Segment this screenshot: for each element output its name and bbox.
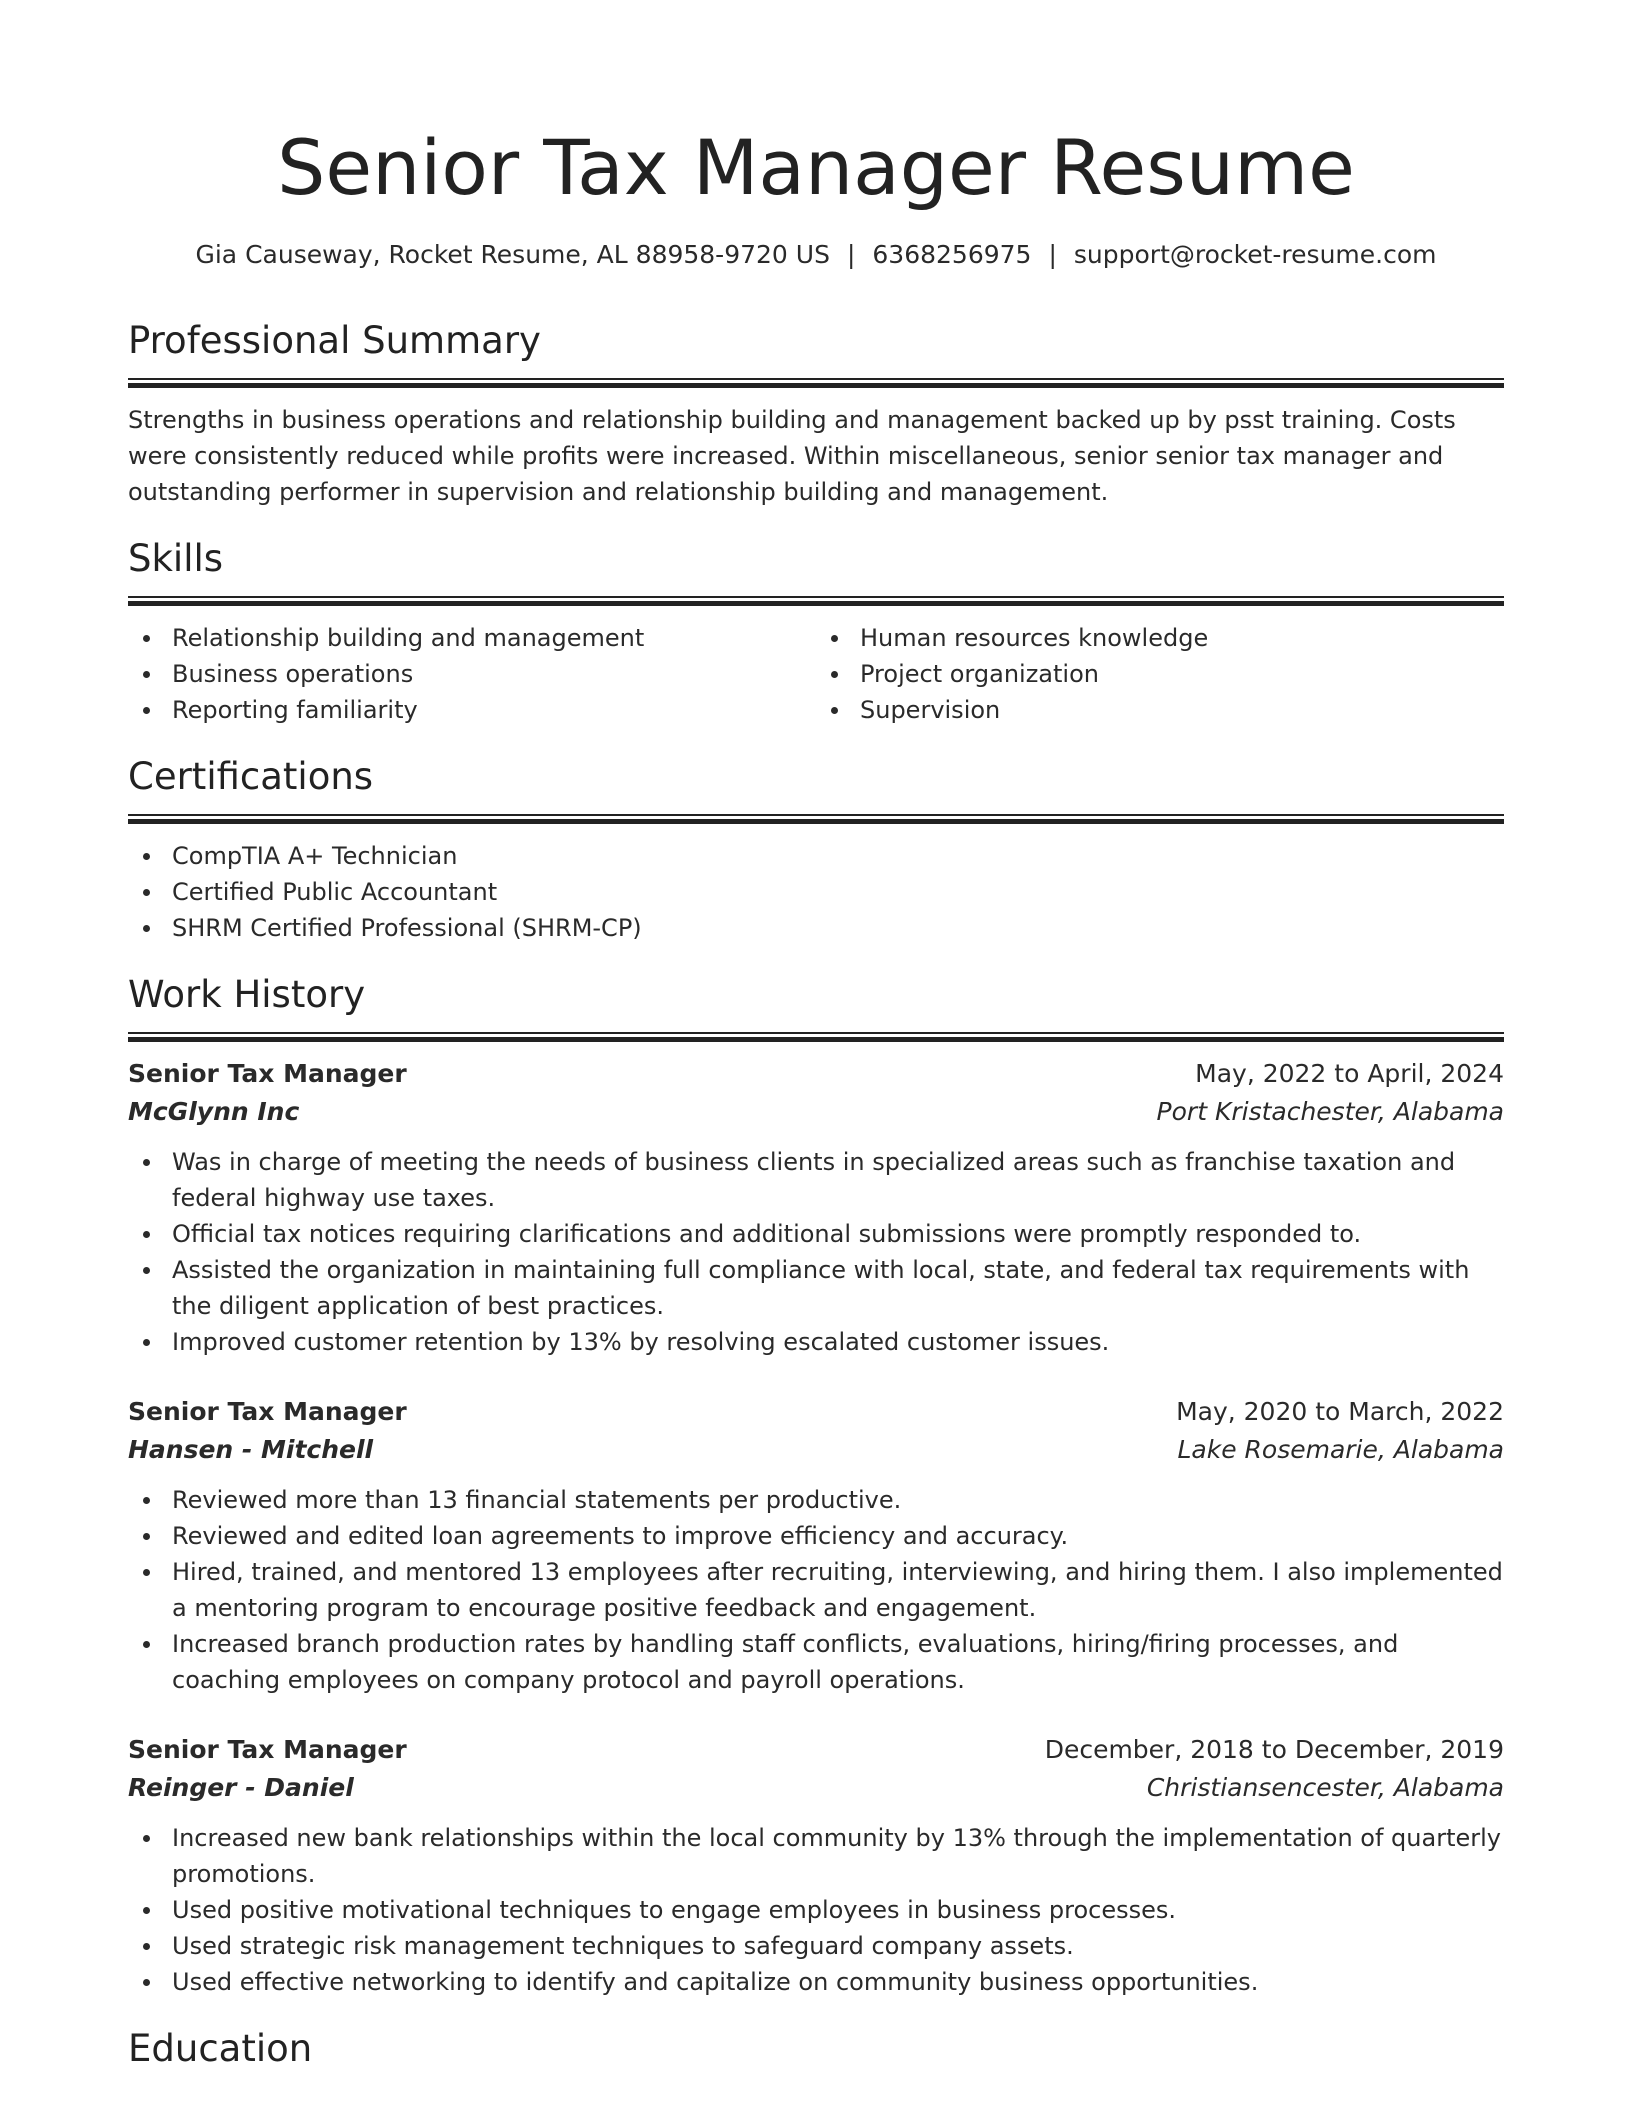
skills-column-left bbox=[128, 620, 816, 728]
skills-grid bbox=[128, 620, 1504, 728]
skill-item: Human resources knowledge bbox=[816, 620, 1504, 656]
contact-line bbox=[128, 238, 1504, 272]
job-title: Senior Tax Manager bbox=[128, 1397, 407, 1426]
section-divider bbox=[128, 596, 1504, 606]
certification-item: Certified Public Accountant bbox=[128, 874, 1504, 910]
job-header-row bbox=[128, 1394, 1504, 1430]
skills-list-left bbox=[128, 620, 816, 728]
skills-section bbox=[128, 536, 1504, 728]
job-bullet: Used strategic risk management techniques to safeguard company assets. bbox=[128, 1928, 1504, 1964]
job-location: Christiansencester, Alabama bbox=[1146, 1773, 1504, 1802]
section-heading-work-history: Work History bbox=[128, 973, 366, 1016]
job-dates: May, 2020 to March, 2022 bbox=[1176, 1397, 1504, 1426]
certification-item: SHRM Certified Professional (SHRM-CP) bbox=[128, 910, 1504, 946]
skill-item: Relationship building and management bbox=[128, 620, 816, 656]
job-bullet: Hired, trained, and mentored 13 employees after recruiting, interviewing, and hiring them. I also implemented a mentoring program to encourage positive feedback and engagement. bbox=[128, 1554, 1504, 1626]
section-heading-education: Education bbox=[128, 2027, 313, 2070]
job-location: Lake Rosemarie, Alabama bbox=[1177, 1435, 1504, 1464]
job-bullet: Assisted the organization in maintaining full compliance with local, state, and federal tax requirements with the diligent application of best practices. bbox=[128, 1252, 1504, 1324]
certification-item: CompTIA A+ Technician bbox=[128, 838, 1504, 874]
document-title: Senior Tax Manager Resume bbox=[277, 123, 1355, 212]
job-header-row bbox=[128, 1056, 1504, 1092]
job-bullet: Was in charge of meeting the needs of business clients in specialized areas such as franchise taxation and federal highway use taxes. bbox=[128, 1144, 1504, 1216]
job-bullet: Used effective networking to identify and capitalize on community business opportunities. bbox=[128, 1964, 1504, 2000]
work-history-section bbox=[128, 972, 1504, 2000]
job-bullet: Improved customer retention by 13% by resolving escalated customer issues. bbox=[128, 1324, 1504, 1360]
job-title: Senior Tax Manager bbox=[128, 1735, 407, 1764]
skills-column-right bbox=[816, 620, 1504, 728]
certifications-list bbox=[128, 838, 1504, 946]
job-header-row bbox=[128, 1732, 1504, 1768]
contact-phone: 6368256975 bbox=[872, 240, 1032, 269]
job-bullets bbox=[128, 1144, 1504, 1360]
job-title: Senior Tax Manager bbox=[128, 1059, 407, 1088]
skill-item: Project organization bbox=[816, 656, 1504, 692]
job-bullet: Increased new bank relationships within the local community by 13% through the implementation of quarterly promotions. bbox=[128, 1820, 1504, 1892]
job-entry bbox=[128, 1732, 1504, 2000]
job-bullet: Reviewed and edited loan agreements to improve efficiency and accuracy. bbox=[128, 1518, 1504, 1554]
job-company: McGlynn Inc bbox=[128, 1097, 300, 1126]
section-divider bbox=[128, 378, 1504, 388]
contact-address: Gia Causeway, Rocket Resume, AL 88958-9720 US bbox=[195, 240, 830, 269]
contact-email[interactable]: support@rocket-resume.com bbox=[1073, 240, 1437, 269]
job-bullet: Official tax notices requiring clarifications and additional submissions were promptly responded to. bbox=[128, 1216, 1504, 1252]
job-company: Reinger - Daniel bbox=[128, 1773, 354, 1802]
job-company: Hansen - Mitchell bbox=[128, 1435, 374, 1464]
skill-item: Business operations bbox=[128, 656, 816, 692]
job-bullet: Used positive motivational techniques to engage employees in business processes. bbox=[128, 1892, 1504, 1928]
job-location: Port Kristachester, Alabama bbox=[1156, 1097, 1504, 1126]
skill-item: Supervision bbox=[816, 692, 1504, 728]
job-bullets bbox=[128, 1482, 1504, 1698]
section-divider bbox=[128, 1032, 1504, 1042]
summary-text: Strengths in business operations and relationship building and management backed up by psst training. Costs were consistently reduced while profits were increased. Within miscellaneous, senior senior tax manager and outstanding performer in supervision and relationship building and management. bbox=[128, 406, 1456, 506]
job-bullet: Reviewed more than 13 financial statements per productive. bbox=[128, 1482, 1504, 1518]
job-entry bbox=[128, 1394, 1504, 1698]
job-company-row bbox=[128, 1768, 1504, 1808]
section-heading-summary: Professional Summary bbox=[128, 319, 541, 362]
job-company-row bbox=[128, 1092, 1504, 1132]
job-bullet: Increased branch production rates by handling staff conflicts, evaluations, hiring/firing processes, and coaching employees on company protocol and payroll operations. bbox=[128, 1626, 1504, 1698]
section-divider bbox=[128, 814, 1504, 824]
education-section bbox=[128, 2026, 1504, 2072]
job-dates: December, 2018 to December, 2019 bbox=[1044, 1735, 1504, 1764]
contact-separator: | bbox=[846, 240, 856, 269]
contact-separator: | bbox=[1048, 240, 1057, 269]
certifications-section bbox=[128, 754, 1504, 946]
professional-summary-section bbox=[128, 318, 1504, 510]
job-bullets bbox=[128, 1820, 1504, 2000]
job-dates: May, 2022 to April, 2024 bbox=[1195, 1059, 1504, 1088]
skill-item: Reporting familiarity bbox=[128, 692, 816, 728]
skills-list-right bbox=[816, 620, 1504, 728]
section-heading-skills: Skills bbox=[128, 537, 224, 580]
section-heading-certifications: Certifications bbox=[128, 755, 374, 798]
job-company-row bbox=[128, 1430, 1504, 1470]
job-entry bbox=[128, 1056, 1504, 1360]
